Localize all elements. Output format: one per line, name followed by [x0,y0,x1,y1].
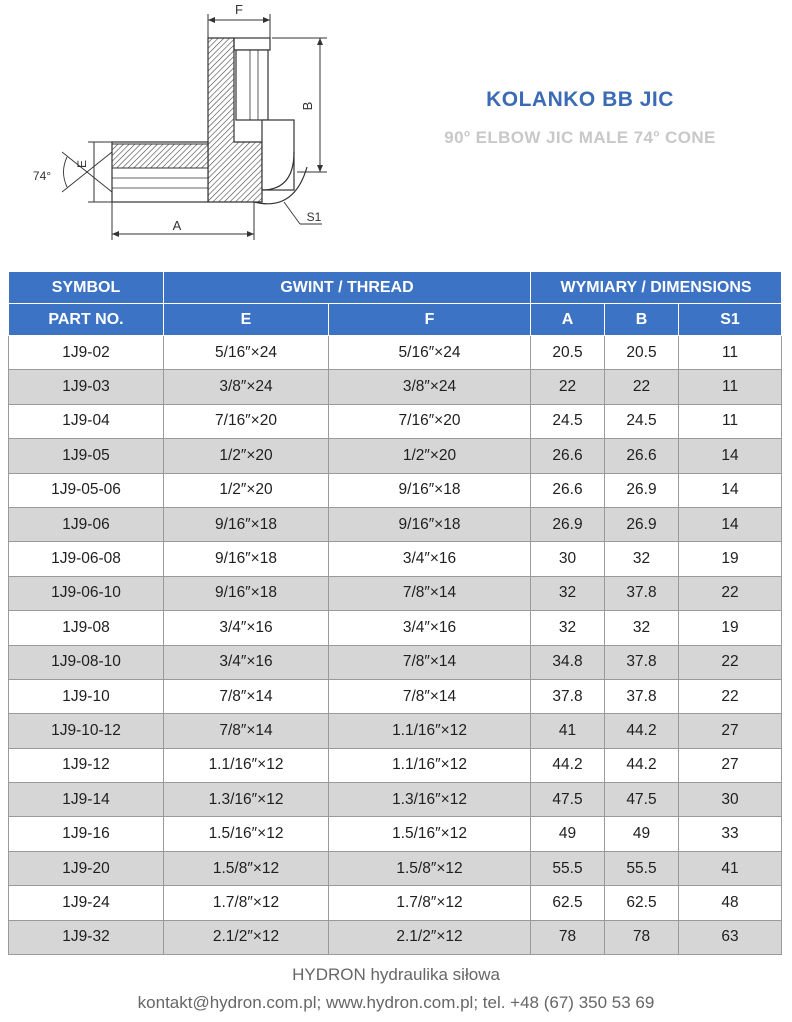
table-row [9,473,782,507]
table-cell: 11 [679,404,782,438]
table-cell: 78 [531,920,605,954]
table-cell: 1J9-08 [9,611,164,645]
table-row [9,576,782,610]
table-cell: 9/16″×18 [164,576,329,610]
header-e: E [164,304,329,336]
table-row [9,439,782,473]
table-cell: 2.1/2″×12 [329,920,531,954]
label-a: A [172,218,182,233]
table-cell: 55.5 [531,851,605,885]
table-cell: 3/8″×24 [164,370,329,404]
table-cell: 32 [531,576,605,610]
table-row [9,336,782,370]
table-cell: 1J9-06 [9,507,164,541]
table-cell: 1J9-10 [9,679,164,713]
table-cell: 47.5 [531,783,605,817]
table-cell: 22 [679,576,782,610]
table-cell: 3/4″×16 [329,611,531,645]
table-cell: 62.5 [605,886,679,920]
table-cell: 1J9-05-06 [9,473,164,507]
table-cell: 34.8 [531,645,605,679]
table-cell: 26.9 [605,473,679,507]
table-cell: 11 [679,336,782,370]
table-cell: 49 [531,817,605,851]
table-cell: 37.8 [605,645,679,679]
table-cell: 32 [605,542,679,576]
table-cell: 3/4″×16 [329,542,531,576]
label-s1: S1 [306,210,322,224]
table-cell: 1.1/16″×12 [329,714,531,748]
table-cell: 1J9-04 [9,404,164,438]
table-cell: 2.1/2″×12 [164,920,329,954]
degree-mark: o [463,128,471,140]
table-cell: 1J9-06-10 [9,576,164,610]
table-row [9,645,782,679]
table-cell: 9/16″×18 [329,507,531,541]
table-cell: 9/16″×18 [329,473,531,507]
table-cell: 7/8″×14 [329,679,531,713]
table-cell: 55.5 [605,851,679,885]
table-cell: 24.5 [531,404,605,438]
table-cell: 1J9-20 [9,851,164,885]
table-cell: 27 [679,714,782,748]
subtitle-part: CONE [659,128,716,147]
table-cell: 62.5 [531,886,605,920]
table-cell: 26.6 [605,439,679,473]
table-cell: 27 [679,748,782,782]
table-subheader-row [9,304,782,336]
table-cell: 37.8 [531,679,605,713]
table-row [9,679,782,713]
table-cell: 24.5 [605,404,679,438]
table-cell: 44.2 [531,748,605,782]
label-b: B [300,101,315,111]
table-cell: 78 [605,920,679,954]
table-cell: 3/8″×24 [329,370,531,404]
footer-contact: kontakt@hydron.com.pl; www.hydron.com.pl; tel. +48 (67) 350 53 69 [137,993,655,1012]
table-cell: 1/2″×20 [164,473,329,507]
table-cell: 41 [679,851,782,885]
table-row [9,507,782,541]
table-cell: 1J9-32 [9,920,164,954]
table-cell: 49 [605,817,679,851]
table-cell: 1J9-03 [9,370,164,404]
table-row [9,783,782,817]
table-cell: 1.3/16″×12 [329,783,531,817]
table-row [9,817,782,851]
table-cell: 1J9-10-12 [9,714,164,748]
table-cell: 37.8 [605,679,679,713]
table-cell: 1.5/8″×12 [329,851,531,885]
header-b: B [605,304,679,336]
table-cell: 22 [679,645,782,679]
table-cell: 1.3/16″×12 [164,783,329,817]
table-cell: 19 [679,611,782,645]
table-cell: 44.2 [605,748,679,782]
header-part-no: PART NO. [9,304,164,336]
table-cell: 7/16″×20 [164,404,329,438]
table-cell: 1.5/16″×12 [329,817,531,851]
dimensions-table [8,271,782,955]
table-cell: 7/8″×14 [164,679,329,713]
table-cell: 1J9-14 [9,783,164,817]
table-cell: 33 [679,817,782,851]
table-cell: 30 [679,783,782,817]
table-cell: 48 [679,886,782,920]
elbow-fitting-drawing [22,2,342,252]
table-cell: 5/16″×24 [164,336,329,370]
table-cell: 7/16″×20 [329,404,531,438]
table-cell: 1J9-16 [9,817,164,851]
table-cell: 1/2″×20 [329,439,531,473]
header-symbol: SYMBOL [9,272,164,304]
table-cell: 14 [679,439,782,473]
page-title: KOLANKO BB JIC [486,88,674,111]
table-cell: 63 [679,920,782,954]
table-row [9,611,782,645]
table-cell: 32 [605,611,679,645]
table-cell: 14 [679,473,782,507]
table-cell: 9/16″×18 [164,507,329,541]
table-cell: 37.8 [605,576,679,610]
table-row [9,404,782,438]
subtitle-part: 90 [444,128,464,147]
table-row [9,542,782,576]
table-header-row [9,272,782,304]
table-cell: 1J9-06-08 [9,542,164,576]
table-cell: 1J9-05 [9,439,164,473]
table-row [9,748,782,782]
table-cell: 22 [531,370,605,404]
table-cell: 19 [679,542,782,576]
table-row [9,851,782,885]
table-cell: 1J9-24 [9,886,164,920]
table-cell: 1.7/8″×12 [329,886,531,920]
table-cell: 1/2″×20 [164,439,329,473]
table-cell: 26.9 [605,507,679,541]
table-cell: 22 [679,679,782,713]
table-cell: 41 [531,714,605,748]
table-row [9,886,782,920]
table-cell: 32 [531,611,605,645]
table-cell: 20.5 [531,336,605,370]
table-cell: 1.5/8″×12 [164,851,329,885]
table-cell: 1J9-12 [9,748,164,782]
table-cell: 1J9-08-10 [9,645,164,679]
page-subtitle [400,128,760,148]
table-cell: 3/4″×16 [164,645,329,679]
table-cell: 26.6 [531,439,605,473]
table-cell: 20.5 [605,336,679,370]
table-cell: 9/16″×18 [164,542,329,576]
label-angle: 74° [32,169,52,183]
header [0,0,792,268]
table-cell: 3/4″×16 [164,611,329,645]
table-cell: 7/8″×14 [329,576,531,610]
table-cell: 44.2 [605,714,679,748]
table-row [9,714,782,748]
label-e: E [75,159,89,169]
table-cell: 47.5 [605,783,679,817]
table-cell: 22 [605,370,679,404]
table-cell: 1.1/16″×12 [164,748,329,782]
table-cell: 1.1/16″×12 [329,748,531,782]
footer-company: HYDRON hydraulika siłowa [292,965,500,984]
table-cell: 7/8″×14 [329,645,531,679]
table-cell: 26.6 [531,473,605,507]
table-cell: 1.5/16″×12 [164,817,329,851]
table-cell: 1.7/8″×12 [164,886,329,920]
table-cell: 1J9-02 [9,336,164,370]
table-cell: 26.9 [531,507,605,541]
subtitle-part: ELBOW JIC MALE 74 [470,128,654,147]
label-f: F [235,2,243,17]
header-s1: S1 [679,304,782,336]
header-dimensions: WYMIARY / DIMENSIONS [531,272,782,304]
table-cell: 7/8″×14 [164,714,329,748]
table-cell: 5/16″×24 [329,336,531,370]
table-row [9,920,782,954]
degree-mark: o [653,128,660,140]
header-thread: GWINT / THREAD [164,272,531,304]
table-cell: 30 [531,542,605,576]
table-row [9,370,782,404]
table-cell: 11 [679,370,782,404]
header-a: A [531,304,605,336]
header-f: F [329,304,531,336]
table-cell: 14 [679,507,782,541]
